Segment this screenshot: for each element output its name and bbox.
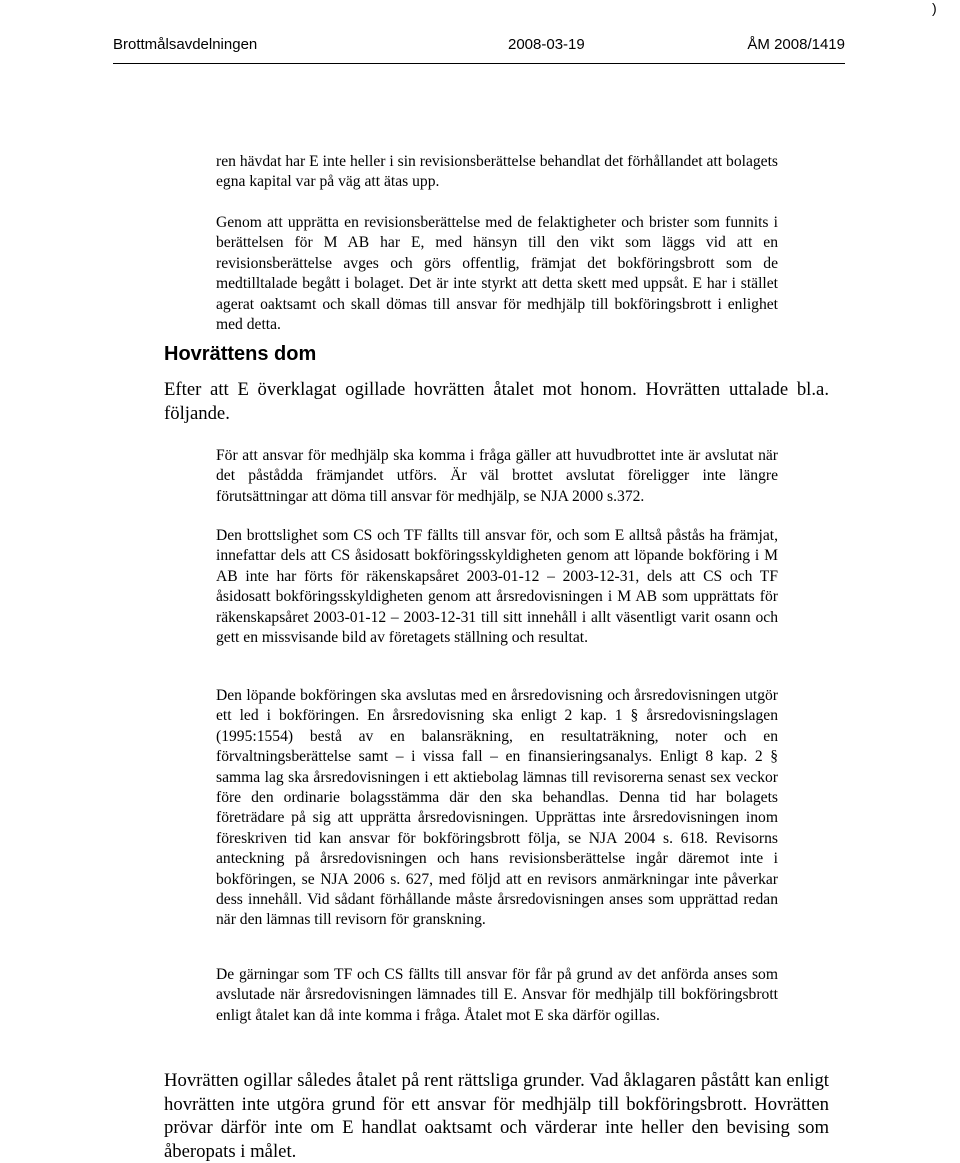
paragraph-1: ren hävdat har E inte heller i sin revisionsberättelse behandlat det förhållandet att bolagets egna kapital var på väg att ätas upp. bbox=[216, 153, 778, 191]
paragraph-3: Efter att E överklagat ogillade hovrätten åtalet mot honom. Hovrätten uttalade bl.a. följande. bbox=[164, 379, 829, 424]
paragraph-2: Genom att upprätta en revisionsberättelse med de felaktigheter och brister som funnits i berättelsen för M AB har E, med hänsyn till den vikt som läggs vid att en revisionsberättelse avges och görs offentlig, främjat det bokföringsbrott som de medtilltalade begått i bolaget. Det är inte styrkt att detta skett med uppsåt. E har i stället agerat oaktsamt och skall dömas till ansvar för medhjälp till bokföringsbrott i enlighet med detta. bbox=[216, 214, 778, 334]
page-header bbox=[113, 36, 845, 58]
header-rule bbox=[113, 63, 845, 64]
header-department: Brottmålsavdelningen bbox=[113, 36, 258, 53]
header-date: 2008-03-19 bbox=[508, 36, 585, 53]
paragraph-6: Den löpande bokföringen ska avslutas med en årsredovisning och årsredovisningen utgör ett led i bokföringen. En årsredovisning ska enligt 2 kap. 1 § årsredovisningslagen (1995:1554) bestå av en balansräkning, en resultaträkning, noter och en förvaltningsberättelse samt – i vissa fall – en finansieringsanalys. Enligt 8 kap. 2 § samma lag ska årsredovisningen i ett aktiebolag lämnas till revisorerna senast sex veckor före den ordinarie bolagsstämma där den ska behandlas. Denna tid har bolagets företrädare på sig att upprätta årsredovisningen. Upprättas inte årsredovisningen inom föreskriven tid kan ansvar för bokföringsbrott följa, se NJA 2004 s. 618. Revisorns anteckning på årsredovisningen och hans revisionsberättelse ingår däremot inte i bokföringen, se NJA 2006 s. 627, med följd att en revisors anmärkningar inte påverkar dess innehåll. Vid sådant förhållande måste årsredovisningen anses som upprättad redan när den lämnas till revisorn för granskning. bbox=[216, 687, 778, 929]
header-case-number: ÅM 2008/1419 bbox=[747, 36, 845, 53]
paragraph-5: Den brottslighet som CS och TF fällts till ansvar för, och som E alltså påstås ha främjat, innefattar dels att CS åsidosatt bokföringsskyldigheten genom att löpande bokföring i M AB inte har förts för räkenskapsåret 2003-01-12 – 2003-12-31, dels att CS och TF åsidosatt bokföringsskyldigheten genom att årsredovisningen i M AB som upprättats för räkenskapsåret 2003-01-12 – 2003-12-31 till sitt innehåll i allt väsentligt varit osann och gett en missvisande bild av företagets ställning och resultat. bbox=[216, 527, 778, 647]
paragraph-7: De gärningar som TF och CS fällts till ansvar för får på grund av det anförda anses som avslutade när årsredovisningen lämnades till E. Ansvar för medhjälp till bokföringsbrott enligt åtalet kan då inte komma i fråga. Åtalet mot E ska därför ogillas. bbox=[216, 966, 778, 1024]
paragraph-8: Hovrätten ogillar således åtalet på rent rättsliga grunder. Vad åklagaren påstått kan enligt hovrätten inte utgöra grund för ett ansvar för medhjälp till bokföringsbrott. Hovrätten prövar därför inte om E handlat oaktsamt och värderar inte heller den bevising som åberopats i målet. bbox=[164, 1070, 829, 1162]
section-heading: Hovrättens dom bbox=[164, 343, 317, 365]
corner-mark: ) bbox=[932, 0, 937, 16]
paragraph-4: För att ansvar för medhjälp ska komma i fråga gäller att huvudbrottet inte är avslutat när det påstådda främjandet utförs. Är väl brottet avslutat föreligger inte längre förutsättningar att döma till ansvar för medhjälp, se NJA 2000 s.372. bbox=[216, 447, 778, 505]
